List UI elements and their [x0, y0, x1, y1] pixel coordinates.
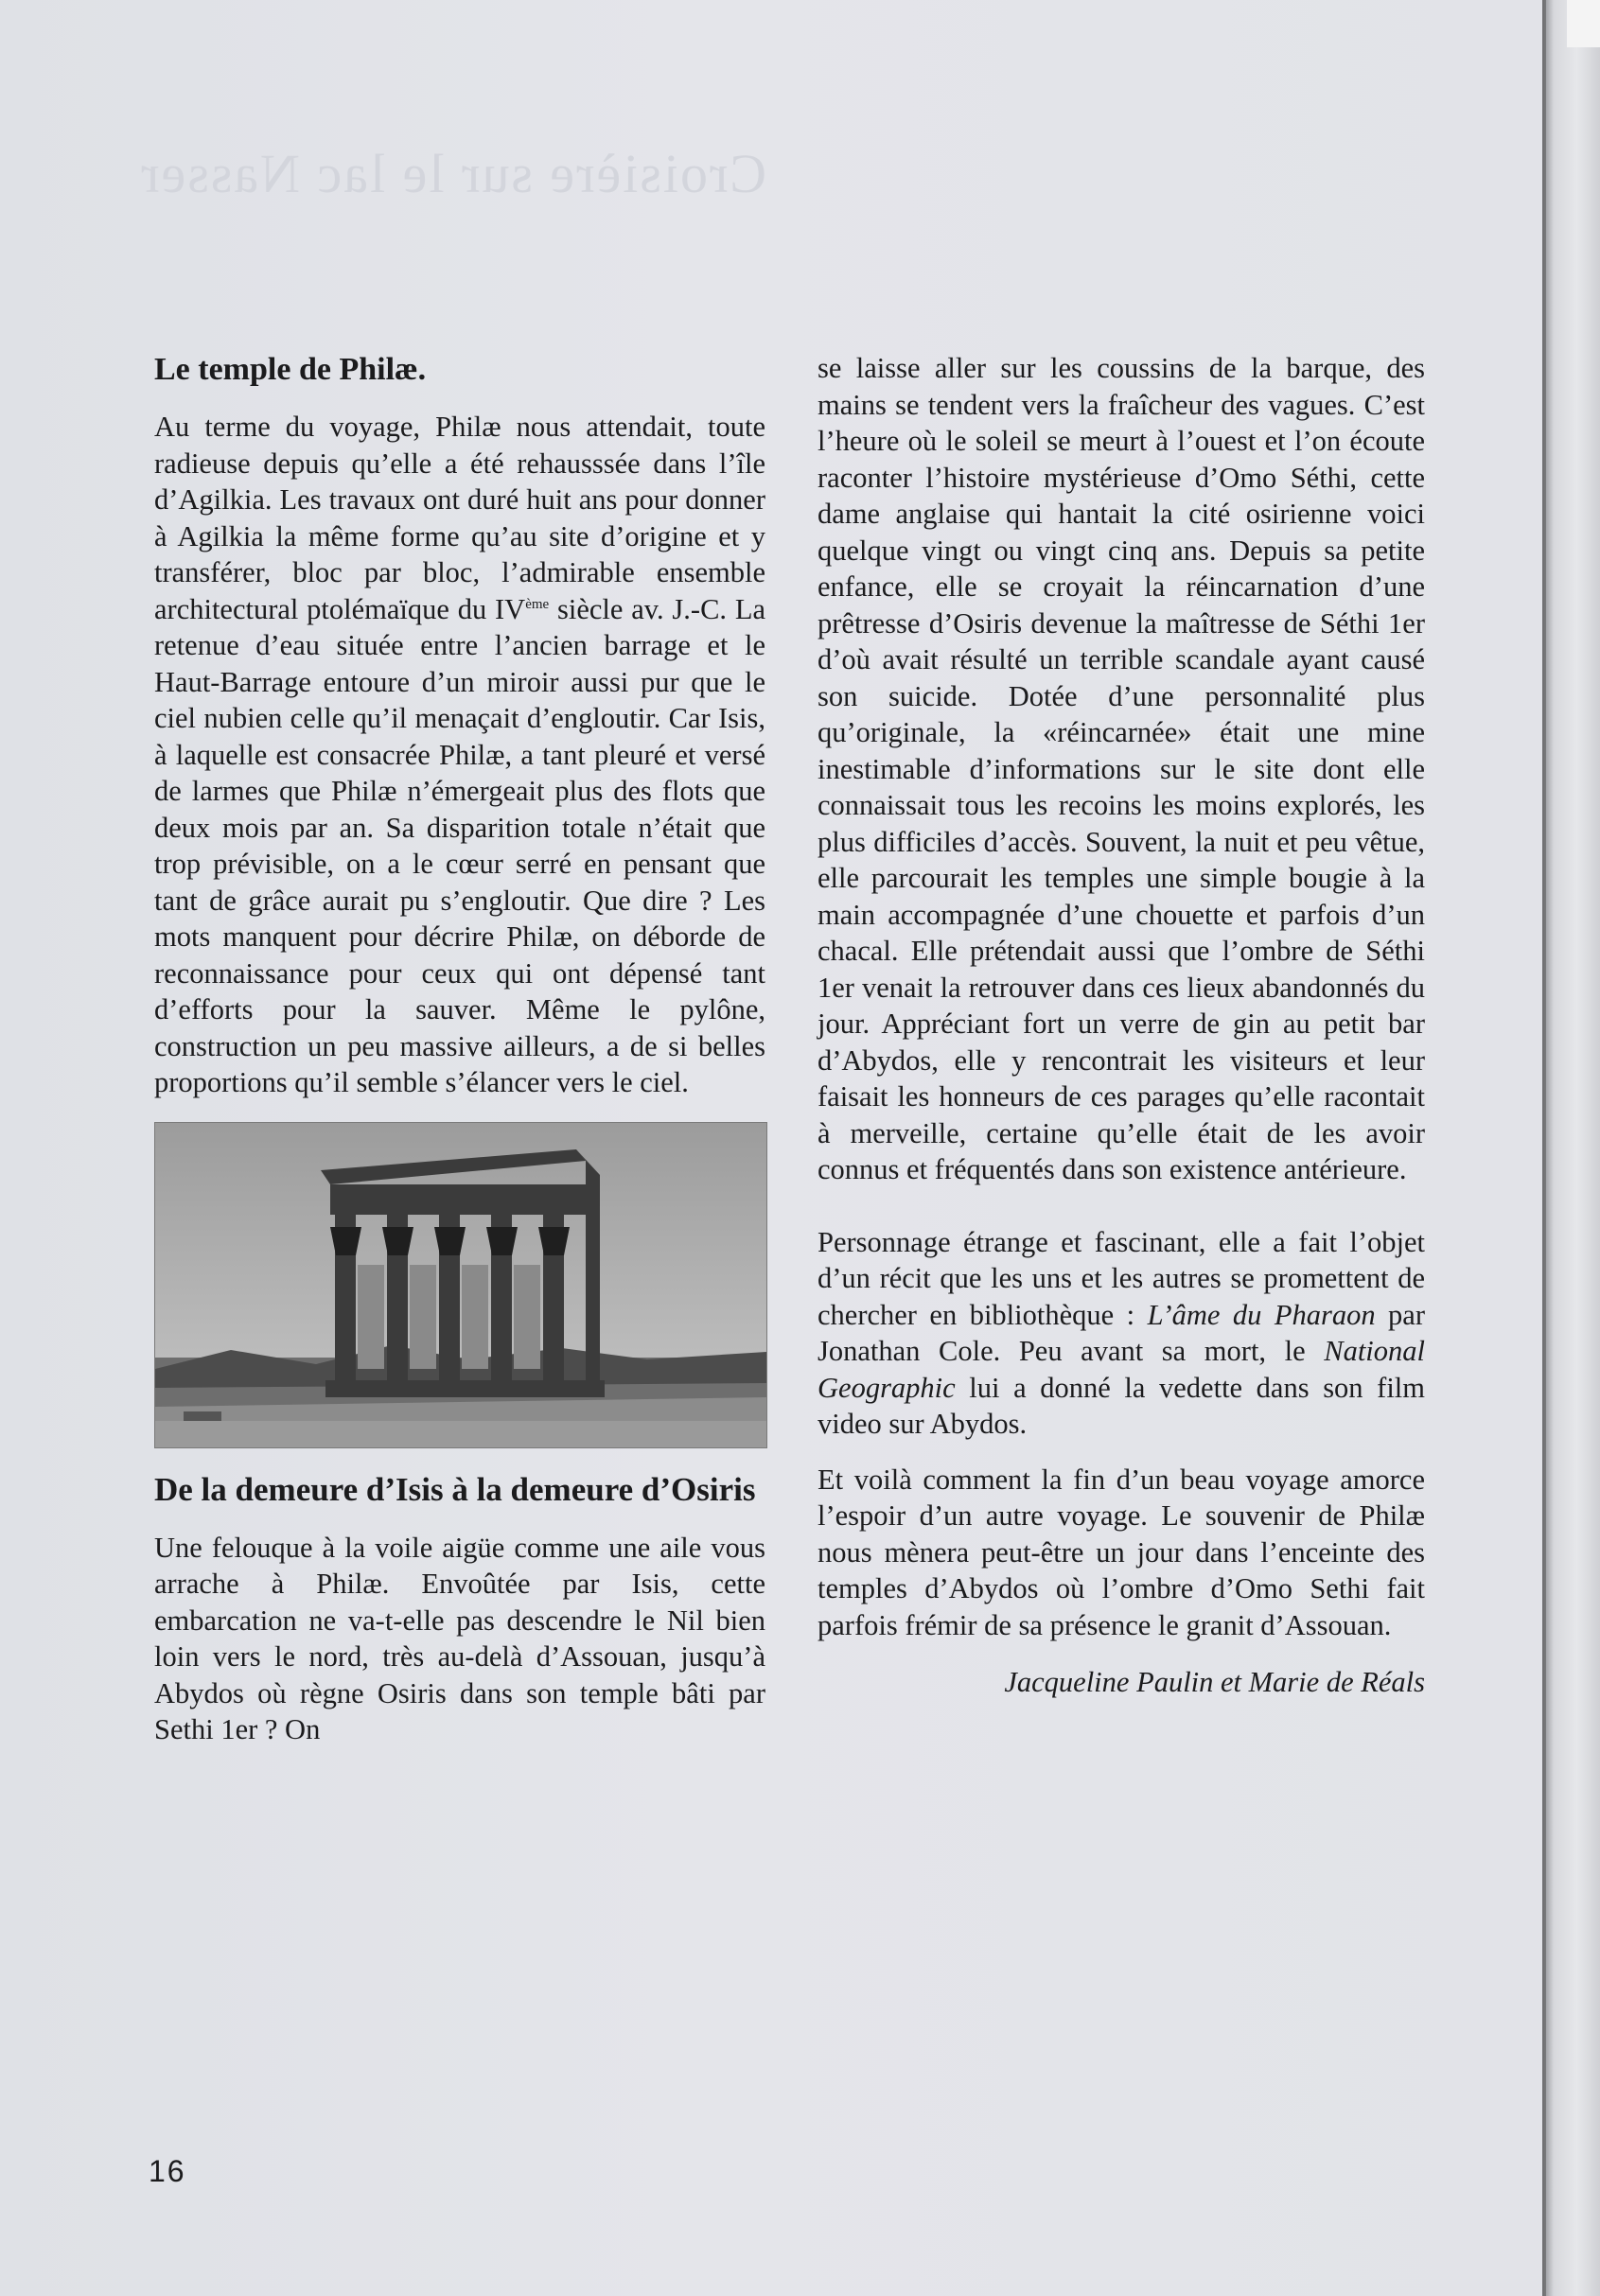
paragraph-felouque: Une felouque à la voile aigüe comme une aile vous arrache à Philæ. Envoûtée par Isis, cette embarcation ne va-t-elle pas descendre le Nil bien loin vers le nord, très au-delà d’Assouan, jusqu’à Abydos où règne Osiris dans son temple bâti par Sethi 1er ? On [154, 1531, 765, 1745]
paragraph-conclusion: Et voilà comment la fin d’un beau voyage amorce l’espoir d’un autre voyage. Le souvenir de Philæ nous mènera peut-être un jour dans l’enceinte des temples d’Abydos où l’ombre d’Omo Sethi fait parfois frémir de sa présence le granit d’Assouan. [818, 1463, 1425, 1641]
author-signature: Jacqueline Paulin et Marie de Réals [1004, 1666, 1425, 1698]
paragraph-philae: Au terme du voyage, Philæ nous attendait, toute radieuse depuis qu’elle a été rehausssée dans l’île d’Agilkia. Les travaux ont duré huit ans pour donner à Agilkia la même forme qu’au site d’origine et y transférer, bloc par bloc, l’admirable ensemble architectural ptolémaïque du IVème siècle av. J.-C. La retenue d’eau située entre l’ancien barrage et le Haut-Barrage entoure d’un miroir aussi pur que le ciel nubien celle qu’il menaçait d’engloutir. Car Isis, à laquelle est consacrée Philæ, a tant pleuré et versé de larmes que Philæ n’émergeait plus des flots que deux mois par an. Sa disparition totale n’était que trop prévisible, on a le cœur serré en pensant que tant de grâce aurait pu s’engloutir. Que dire ? Les mots manquent pour décrire Philæ, on déborde de reconnaissance pour ceux qui ont dépensé tant d’efforts pour la sauver. Même le pylône, construction un peu massive ailleurs, a de si belles proportions qu’il semble s’élancer vers le ciel. [154, 411, 765, 1098]
binding-fold [1542, 0, 1546, 2296]
paragraph-personnage: Personnage étrange et fascinant, elle a fait l’objet d’un récit que les uns et les autres se promettent de chercher en bibliothèque : L’âme du Pharaon par Jonathan Cole. Peu avant sa mort, le National Geographic lui a donné la vedette dans son film video sur Abydos. [818, 1225, 1425, 1440]
adjacent-page-edge [1542, 0, 1600, 2296]
page-corner [1567, 0, 1600, 47]
temple-photo [154, 1122, 767, 1448]
page-number: 16 [149, 2154, 186, 2188]
paragraph-omo-sethi: se laisse aller sur les coussins de la barque, des mains se tendent vers la fraîcheur des vagues. C’est l’heure où le soleil se meurt à l’ouest et l’on écoute raconter l’histoire mystérieuse d’Omo Séthi, cette dame anglaise qui hantait la cité osirienne voici quelque vingt ou vingt cinq ans. Depuis sa petite enfance, elle se croyait la réincarnation d’une prêtresse d’Osiris devenue la maîtresse de Séthi 1er d’où avait résulté un terrible scandale ayant causé son suicide. Dotée d’une personnalité plus qu’originale, la «réincarnée» était une mine inestimable d’informations sur le site dont elle connaissait tous les recoins les moins explorés, les plus difficiles d’accès. Souvent, la nuit et peu vêtue, elle parcourait les temples une simple bougie à la main accompagnée d’une chouette et parfois d’un chacal. Elle prétendait aussi que l’ombre de Séthi 1er venait la retrouver dans ces lieux abandonnés du jour. Appréciant fort un verre de gin au petit bar d’Abydos, elle y rencontrait les visiteurs et leur faisait les honneurs de ces parages qu’elle racontait à merveille, certaine qu’elle était de les avoir connus et fréquentés dans son existence antérieure. [818, 352, 1425, 1185]
show-through-header: Croisière sur le lac Nasser [139, 143, 766, 204]
book-title: L’âme du Pharaon [1147, 1298, 1376, 1331]
section-heading-demeure: De la demeure d’Isis à la demeure d’Osiris [154, 1470, 756, 1508]
left-column [154, 350, 765, 1748]
magazine-title: National Geographic [818, 1335, 1425, 1404]
right-column [818, 350, 1425, 1701]
section-heading-temple: Le temple de Philæ. [154, 352, 427, 387]
